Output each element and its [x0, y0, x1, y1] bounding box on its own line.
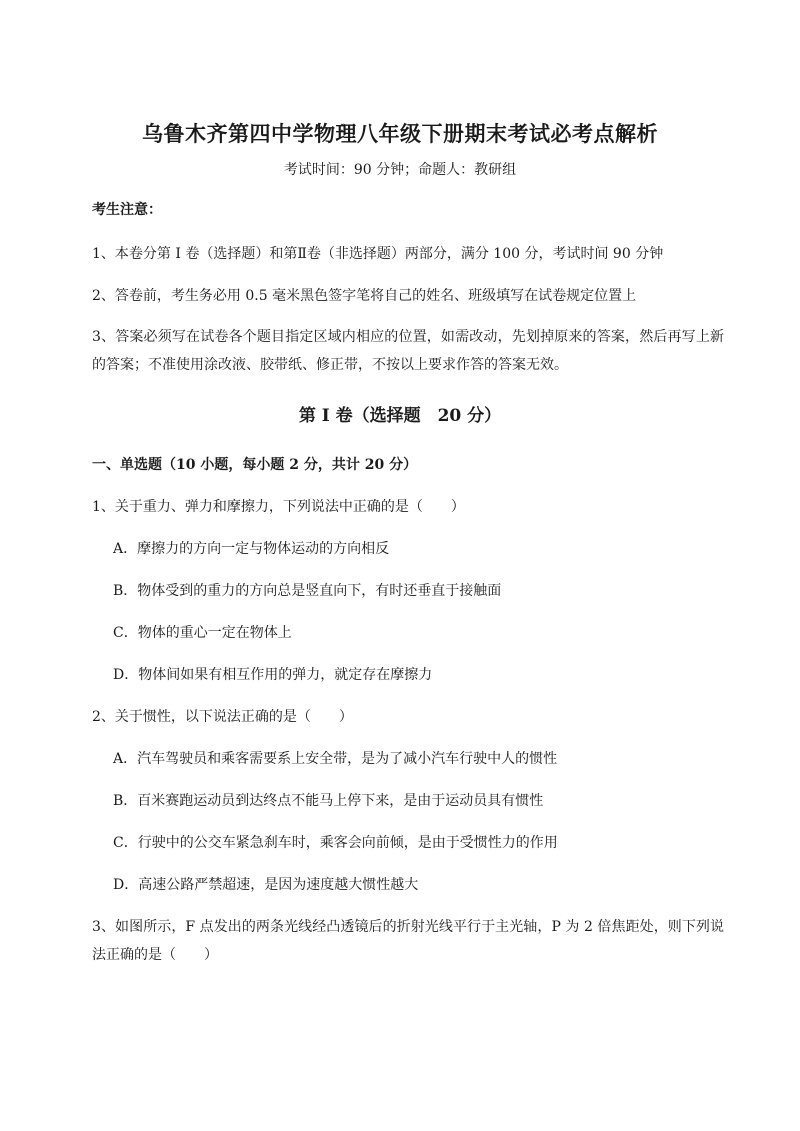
question-3-stem: 3、如图所示，F 点发出的两条光线经凸透镜后的折射光线平行于主光轴，P 为 2 倍焦距处，则下列说法正确的是（ ）: [92, 919, 724, 963]
question-1-option-b: B．物体受到的重力的方向总是竖直向下，有时还垂直于接触面: [113, 583, 502, 599]
question-1-option-c: C．物体的重心一定在物体上: [113, 625, 292, 641]
section-title: 第 I 卷（选择题 20 分）: [298, 406, 502, 426]
notice-item-3: 3、答案必须写在试卷各个题目指定区域内相应的位置，如需改动，先划掉原来的答案，然后再写上新的答案；不准使用涂改液、胶带纸、修正带，不按以上要求作答的答案无效。: [92, 329, 724, 373]
exam-title: 乌鲁木齐第四中学物理八年级下册期末考试必考点解析: [142, 121, 658, 146]
notice-heading: 考生注意：: [92, 202, 162, 218]
notice-item-2: 2、答卷前，考生务必用 0.5 毫米黑色签字笔将自己的姓名、班级填写在试卷规定位置上: [92, 288, 637, 304]
question-1-option-d: D．物体间如果有相互作用的弹力，就定存在摩擦力: [113, 667, 433, 683]
question-2-option-b: B．百米赛跑运动员到达终点不能马上停下来，是由于运动员具有惯性: [113, 793, 544, 809]
question-1-stem: 1、关于重力、弹力和摩擦力，下列说法中正确的是（ ）: [92, 499, 465, 515]
question-2-option-d: D．高速公路严禁超速，是因为速度越大惯性越大: [113, 877, 419, 893]
exam-subtitle: 考试时间：90 分钟；命题人：教研组: [283, 162, 517, 178]
question-1-option-a: A．摩擦力的方向一定与物体运动的方向相反: [113, 541, 390, 557]
question-2-stem: 2、关于惯性，以下说法正确的是（ ）: [92, 709, 353, 725]
question-2-option-c: C．行驶中的公交车紧急刹车时，乘客会向前倾，是由于受惯性力的作用: [113, 835, 558, 851]
question-2-option-a: A．汽车驾驶员和乘客需要系上安全带，是为了减小汽车行驶中人的惯性: [113, 751, 558, 767]
notice-item-1: 1、本卷分第 I 卷（选择题）和第Ⅱ卷（非选择题）两部分，满分 100 分，考试时间 90 分钟: [92, 246, 664, 262]
part-heading: 一、单选题（10 小题，每小题 2 分，共计 20 分）: [92, 457, 418, 473]
